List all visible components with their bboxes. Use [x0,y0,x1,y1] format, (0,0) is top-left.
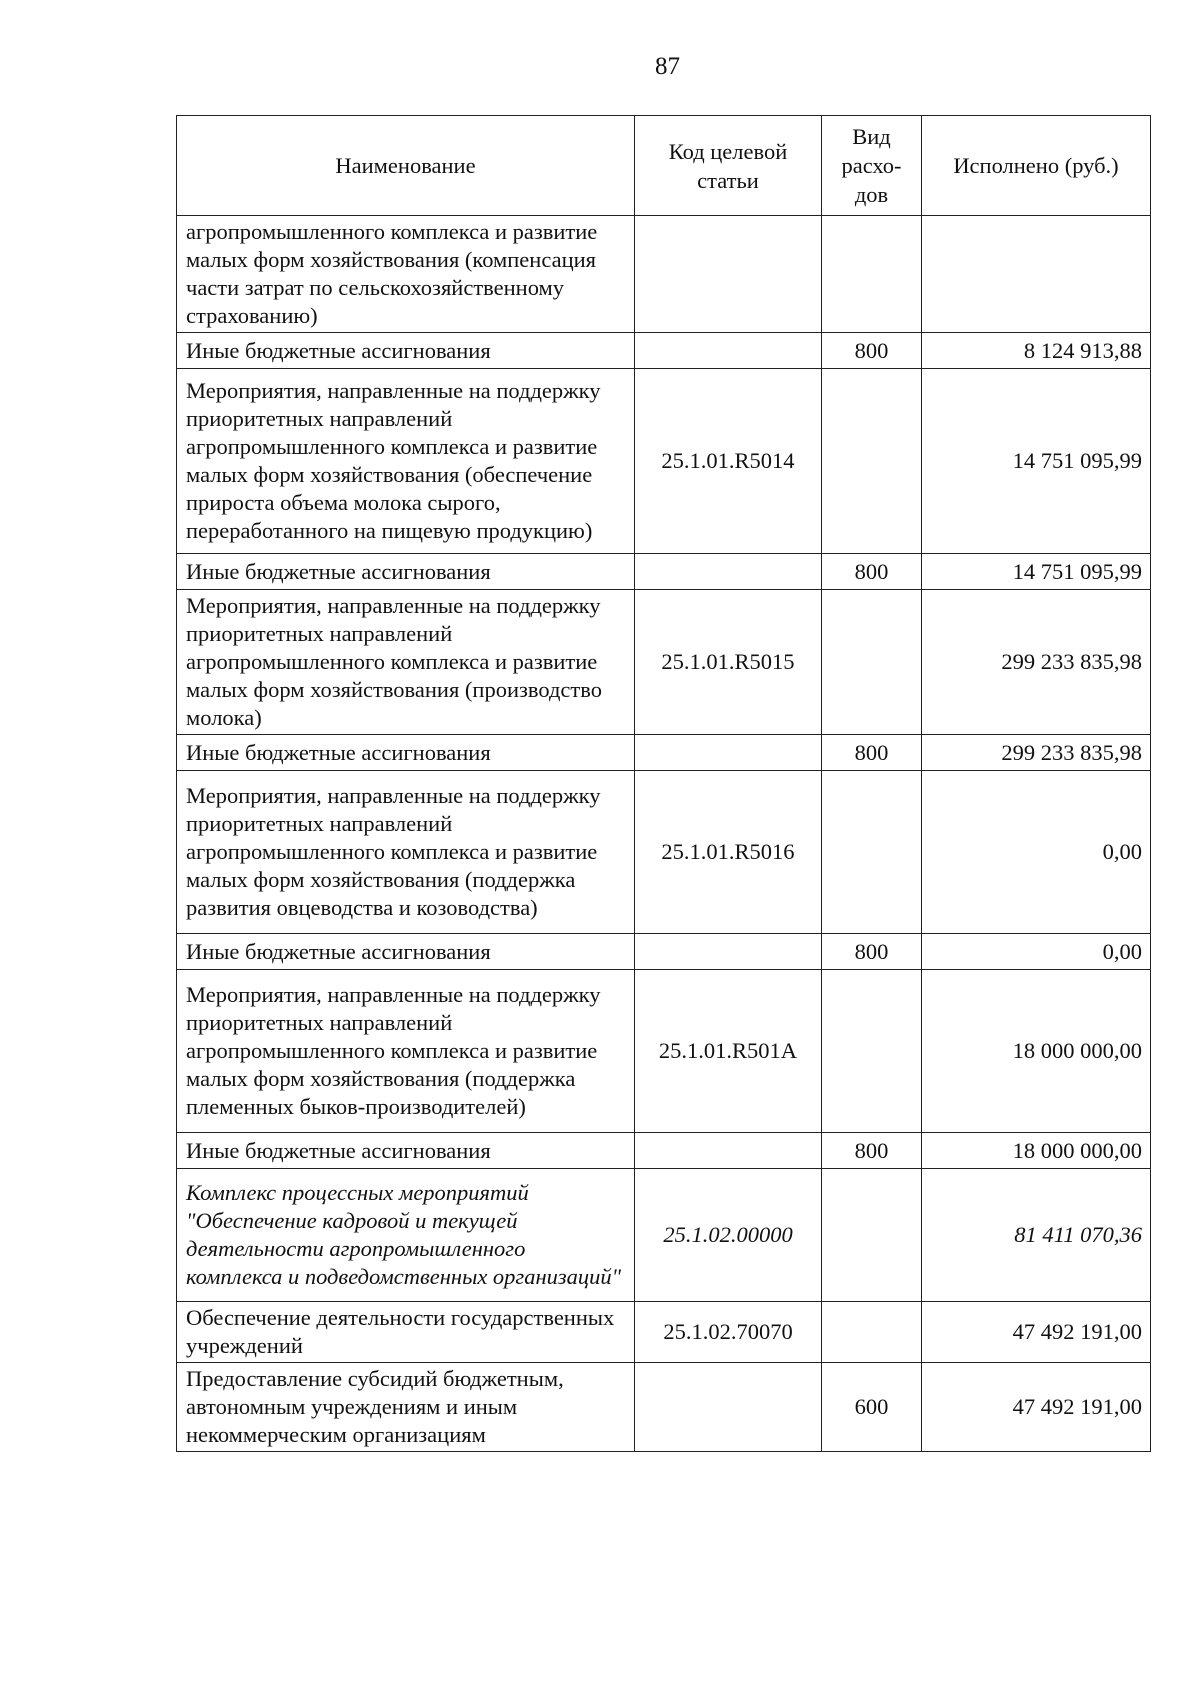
header-name: Наименование [177,116,635,216]
row-vid-cell [822,1169,922,1302]
row-name-cell: Иные бюджетные ассигнования [177,934,635,970]
table-row [177,934,1151,970]
row-name-cell: Мероприятия, направленные на поддержку приоритетных направлений агропромышленного комплекса и развитие малых форм хозяйствования (производство молока) [177,590,635,735]
row-code-cell: 25.1.01.R501A [635,970,822,1133]
row-vid-cell [822,216,922,333]
row-name-cell: Иные бюджетные ассигнования [177,735,635,771]
table-header-row [177,116,1151,216]
row-code-cell [635,554,822,590]
row-code-cell: 25.1.01.R5016 [635,771,822,934]
row-vid-cell [822,771,922,934]
table-row [177,333,1151,369]
row-sum-cell: 299 233 835,98 [922,735,1151,771]
row-code-cell [635,735,822,771]
table-row [177,369,1151,554]
row-name-cell: Мероприятия, направленные на поддержку приоритетных направлений агропромышленного комплекса и развитие малых форм хозяйствования (поддержка племенных быков-производителей) [177,970,635,1133]
row-sum-cell: 14 751 095,99 [922,369,1151,554]
row-code-cell [635,333,822,369]
row-code-cell [635,1363,822,1452]
row-code-cell: 25.1.01.R5014 [635,369,822,554]
row-sum-cell: 18 000 000,00 [922,970,1151,1133]
table-row [177,735,1151,771]
row-vid-cell [822,970,922,1133]
header-sum: Исполнено (руб.) [922,116,1151,216]
row-sum-cell: 18 000 000,00 [922,1133,1151,1169]
row-vid-cell: 800 [822,934,922,970]
budget-execution-table [176,115,1151,1452]
page-number: 87 [655,53,680,80]
row-sum-cell [922,216,1151,333]
row-code-cell [635,216,822,333]
row-code-cell: 25.1.02.00000 [635,1169,822,1302]
row-name-cell: Мероприятия, направленные на поддержку приоритетных направлений агропромышленного комплекса и развитие малых форм хозяйствования (поддержка развития овцеводства и козоводства) [177,771,635,934]
row-name-cell: Обеспечение деятельности государственных учреждений [177,1302,635,1363]
row-code-cell [635,934,822,970]
row-vid-cell [822,590,922,735]
table-row [177,216,1151,333]
row-name-cell: Предоставление субсидий бюджетным, автономным учреждениям и иным некоммерческим организациям [177,1363,635,1452]
table-row [177,1302,1151,1363]
row-name-cell: Комплекс процессных мероприятий "Обеспечение кадровой и текущей деятельности агропромышленного комплекса и подведомственных организаций" [177,1169,635,1302]
row-sum-cell: 8 124 913,88 [922,333,1151,369]
row-name-cell: Мероприятия, направленные на поддержку приоритетных направлений агропромышленного комплекса и развитие малых форм хозяйствования (обеспечение прироста объема молока сырого, переработанного на пищевую продукцию) [177,369,635,554]
row-name-cell: Иные бюджетные ассигнования [177,554,635,590]
row-sum-cell: 0,00 [922,771,1151,934]
row-code-cell: 25.1.02.70070 [635,1302,822,1363]
row-sum-cell: 0,00 [922,934,1151,970]
table-row [177,554,1151,590]
row-name-cell: Иные бюджетные ассигнования [177,333,635,369]
table-row [177,1363,1151,1452]
table-row [177,590,1151,735]
table-row [177,771,1151,934]
row-vid-cell [822,369,922,554]
row-name-cell: агропромышленного комплекса и развитие малых форм хозяйствования (компенсация части затрат по сельскохозяйственному страхованию) [177,216,635,333]
row-vid-cell: 800 [822,735,922,771]
row-vid-cell [822,1302,922,1363]
row-name-cell: Иные бюджетные ассигнования [177,1133,635,1169]
table-row [177,970,1151,1133]
row-code-cell: 25.1.01.R5015 [635,590,822,735]
row-sum-cell: 299 233 835,98 [922,590,1151,735]
table-row [177,1169,1151,1302]
row-vid-cell: 800 [822,1133,922,1169]
row-vid-cell: 600 [822,1363,922,1452]
row-sum-cell: 14 751 095,99 [922,554,1151,590]
row-sum-cell: 81 411 070,36 [922,1169,1151,1302]
table-row [177,1133,1151,1169]
row-code-cell [635,1133,822,1169]
row-sum-cell: 47 492 191,00 [922,1363,1151,1452]
table-body [177,216,1151,1452]
header-code: Код целевой статьи [635,116,822,216]
row-vid-cell: 800 [822,333,922,369]
row-sum-cell: 47 492 191,00 [922,1302,1151,1363]
row-vid-cell: 800 [822,554,922,590]
header-vid: Вид расхо-дов [822,116,922,216]
